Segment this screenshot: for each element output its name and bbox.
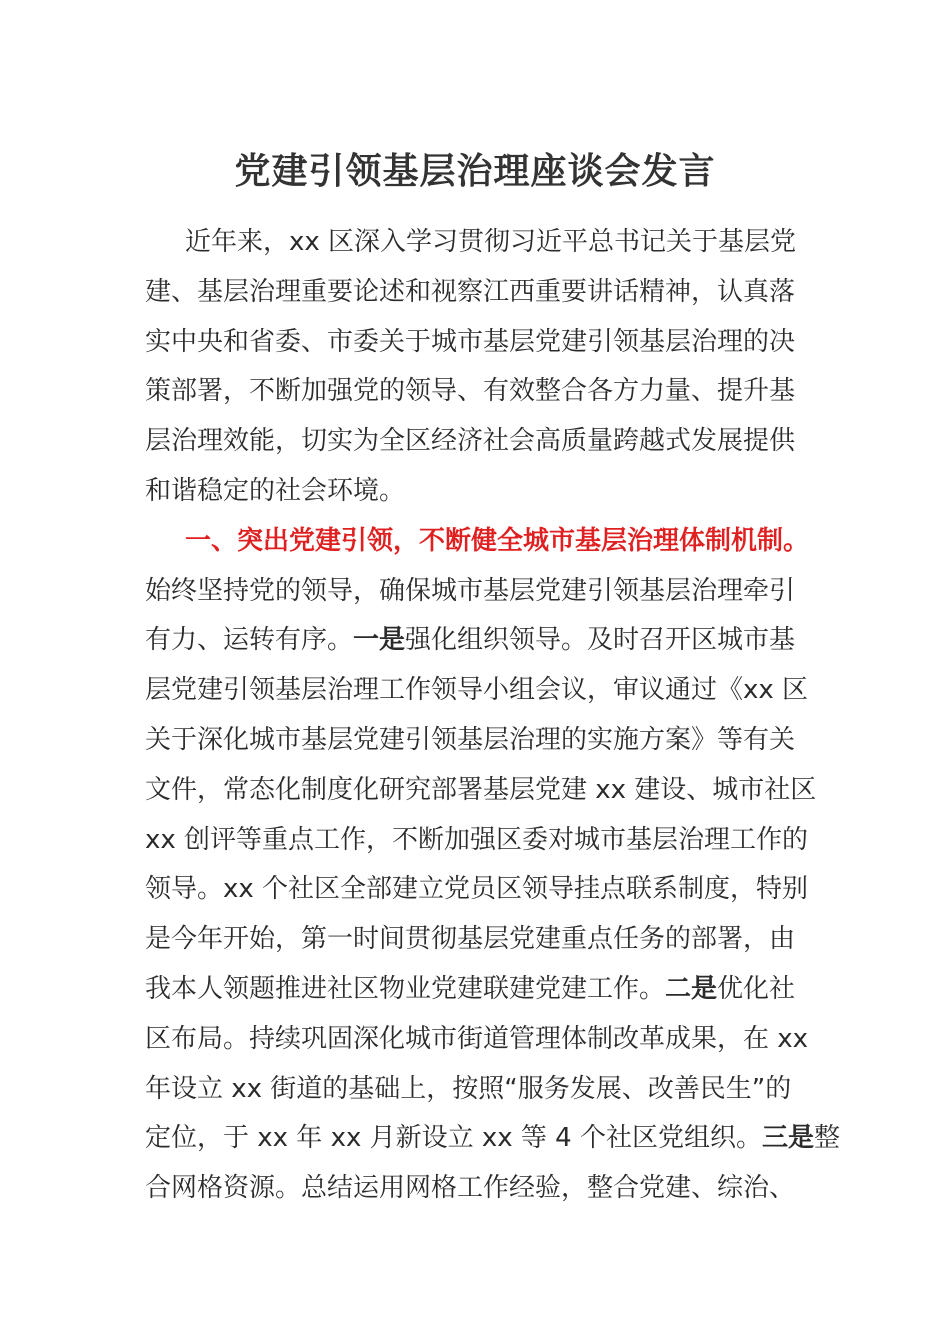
body-line [145, 665, 808, 715]
body-line [185, 217, 796, 267]
body-text: 是今年开始，第一时间贯彻基层党建重点任务的部署，由 [145, 924, 796, 955]
emphasis-text: 一是 [353, 625, 406, 656]
body-text: 关于深化城市基层党建引领基层治理的实施方案》等有关 [145, 725, 796, 755]
body-line [145, 317, 795, 367]
body-text: 强化组织领导。及时召开区城市基 [405, 625, 796, 656]
body-line [145, 715, 795, 765]
body-text: 有力、运转有序。 [145, 625, 354, 656]
body-line [145, 416, 795, 466]
body-line [145, 964, 795, 1014]
body-text: 始终坚持党的领导，确保城市基层党建引领基层治理牵引 [145, 575, 796, 606]
body-text: 区布局。持续巩固深化城市街道管理体制改革成果，在 xx [145, 1023, 809, 1054]
body-line [145, 765, 816, 815]
body-text: 年设立 xx 街道的基础上，按照“服务发展、改善民生”的 [145, 1073, 792, 1104]
section-heading: 一、突出党建引领，不断健全城市基层治理体制机制。 [185, 525, 810, 556]
body-line [145, 1064, 791, 1114]
body-line [145, 615, 795, 665]
body-text: 策部署，不断加强党的领导、有效整合各方力量、提升基 [145, 376, 796, 407]
body-text: 层党建引领基层治理工作领导小组会议，审议通过《xx 区 [145, 675, 809, 706]
emphasis-text: 三是 [761, 1123, 814, 1154]
body-line [145, 815, 808, 865]
body-text: 层治理效能，切实为全区经济社会高质量跨越式发展提供 [145, 426, 796, 457]
body-line [145, 466, 405, 516]
body-line [145, 1163, 795, 1213]
body-text: 优化社 [717, 974, 796, 1004]
body-line [145, 267, 795, 317]
body-line [145, 864, 808, 914]
body-line [145, 914, 795, 964]
body-text: 和谐稳定的社会环境。 [145, 476, 406, 506]
emphasis-text: 二是 [665, 974, 718, 1004]
body-text: 近年来，xx 区深入学习贯彻习近平总书记关于基层党 [185, 227, 797, 257]
body-text: 实中央和省委、市委关于城市基层党建引领基层治理的决 [145, 326, 796, 357]
body-line [145, 566, 795, 616]
body-line [185, 516, 809, 566]
document-title: 党建引领基层治理座谈会发言 [234, 151, 716, 192]
body-text: 整 [814, 1123, 841, 1154]
body-text: 文件，常态化制度化研究部署基层党建 xx 建设、城市社区 [145, 774, 817, 805]
body-text: 定位，于 xx 年 xx 月新设立 xx 等 4 个社区党组织。 [145, 1123, 762, 1154]
body-line [145, 1014, 808, 1064]
body-text: 领导。xx 个社区全部建立党员区领导挂点联系制度，特别 [145, 874, 809, 905]
body-text: 我本人领题推进社区物业党建联建党建工作。 [145, 974, 666, 1004]
body-text: xx 创评等重点工作，不断加强区委对城市基层治理工作的 [145, 824, 809, 855]
body-line [145, 1113, 840, 1163]
body-text: 合网格资源。总结运用网格工作经验，整合党建、综治、 [145, 1173, 796, 1204]
body-text: 建、基层治理重要论述和视察江西重要讲话精神，认真落 [145, 276, 796, 307]
body-line [145, 366, 795, 416]
